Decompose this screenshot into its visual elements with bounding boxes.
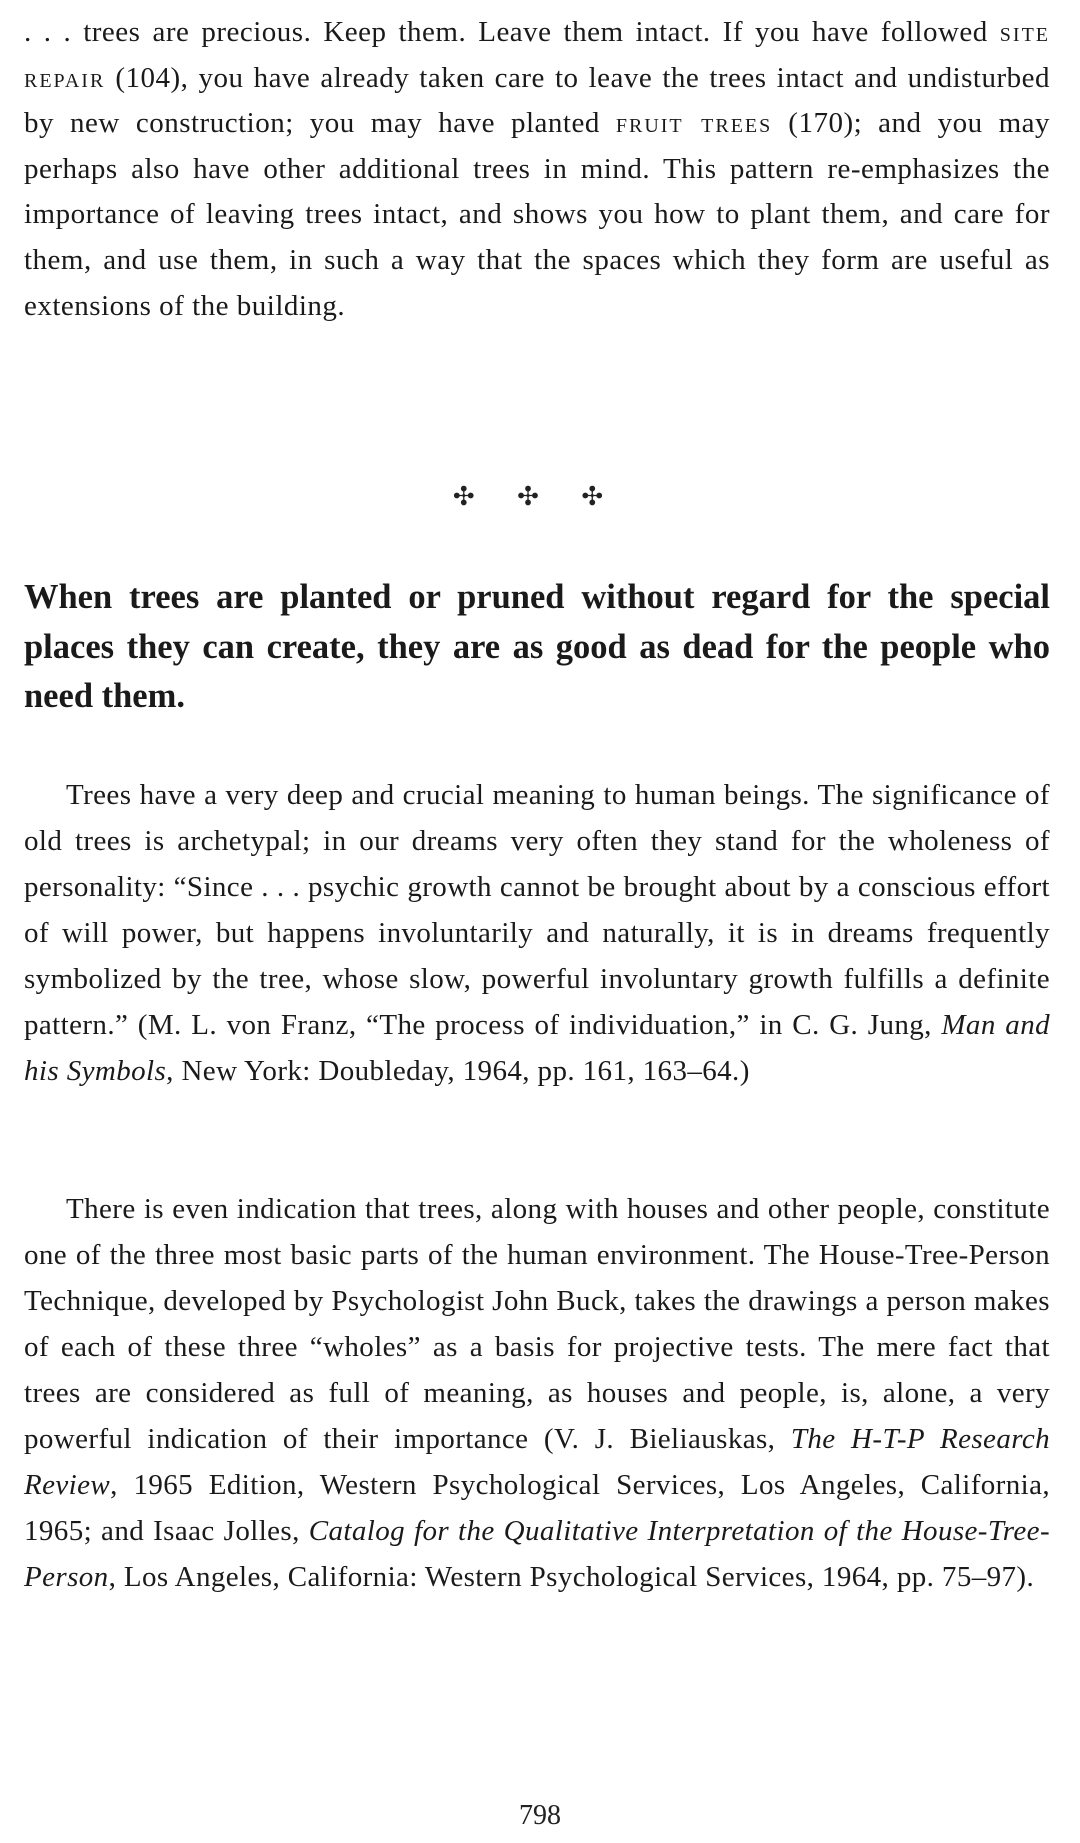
body2-text-2: , 1965 Edition, Western Psychological Services, Los Angeles, California, 1965; and Isaac Jolles, [24,1469,1050,1547]
intro-paragraph [24,10,1050,329]
body-paragraph-2 [24,1186,1050,1600]
citation-title-man-and-his-symbols: Man and his Symbols [24,1009,1050,1087]
intro-text-1: . . . trees are precious. Keep them. Leave them intact. If you have followed [24,16,1000,48]
body-paragraph-1 [24,772,1050,1094]
problem-statement-headline: When trees are planted or pruned without regard for the special places they can create, they are as good as dead for the people who need them. [24,578,1050,715]
pattern-ref-site-repair: site repair [24,16,1050,94]
intro-text-3: (170); and you may perhaps also have other additional trees in mind. This pattern re-emphasizes the importance of leaving trees intact, and shows you how to plant them, and care for them, and use them, in such a way that the spaces which they form are useful as extensions of the building. [24,107,1051,322]
section-ornament: ✣ ✣ ✣ [452,482,622,511]
citation-title-catalog-htp: Catalog for the Qualitative Interpretation of the House-Tree-Person [24,1515,1050,1593]
intro-text-2: (104), you have already taken care to leave the trees intact and undisturbed by new construction; you may have planted [24,61,1050,140]
body1-text-2: , New York: Doubleday, 1964, pp. 161, 163–64.) [166,1055,750,1087]
pattern-ref-fruit-trees: fruit trees [615,107,773,140]
page-number: 798 [519,1800,561,1831]
body2-text-3: , Los Angeles, California: Western Psychological Services, 1964, pp. 75–97). [108,1561,1035,1593]
citation-title-htp-research-review: The H-T-P Research Review [24,1423,1051,1501]
body2-text-1: There is even indication that trees, along with houses and other people, constitute one of the three most basic parts of the human environment. The House-Tree-Person Technique, developed by Psychologist John Buck, takes the drawings a person makes of each of these three “wholes” as a basis for projective tests. The mere fact that trees are considered as full of meaning, as houses and people, is, alone, a very powerful indication of their importance (V. J. Bieliauskas, [24,1193,1050,1455]
body1-text-1: Trees have a very deep and crucial meaning to human beings. The significance of old trees is archetypal; in our dreams very often they stand for the wholeness of personality: “Since . . . psychic growth cannot be brought about by a conscious effort of will power, but happens involuntarily and naturally, it is in dreams frequently symbolized by the tree, whose slow, powerful involuntary growth fulfills a definite pattern.” (M. L. von Franz, “The process of individuation,” in C. G. Jung, [24,779,1050,1041]
